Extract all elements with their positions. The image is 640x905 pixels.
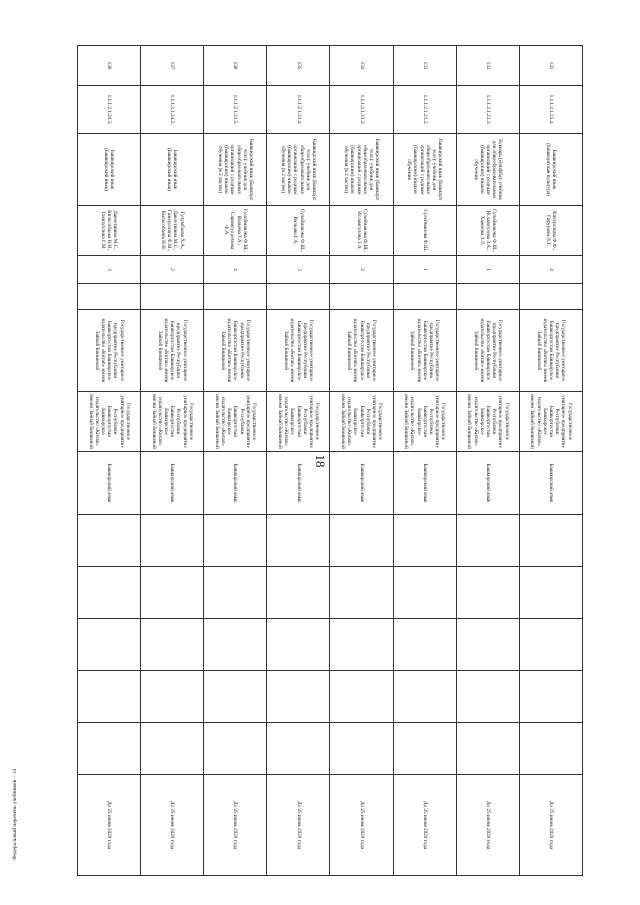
- row-empty: [267, 284, 330, 310]
- row-authors: Давлетшина М.С., Кильсобаева Н.Н., Газизуллина Г.М.: [78, 206, 141, 256]
- row-empty: [456, 284, 519, 310]
- row-code: 1.1.1.2.1.24.3.: [78, 86, 141, 134]
- row-code: 1.1.1.2.1.23.4.: [519, 86, 582, 134]
- table-row: [330, 46, 393, 876]
- row-language: Башкирский язык: [78, 452, 141, 515]
- row-empty: [519, 515, 582, 567]
- row-code: 1.1.1.2.1.23.2.: [393, 86, 456, 134]
- row-publisher: Государственное унитарное предприятие Республики Башкортостан Башкирское издательство «Китап» имени Зайнаб Биишевой: [456, 310, 519, 392]
- row-empty: [78, 567, 141, 619]
- row-empty: [204, 567, 267, 619]
- row-publisher-alt: Государственное унитарное предприятие Республики Башкортостан Башкирское издательство «Китап» имени Зайнаб Биишевой: [519, 392, 582, 452]
- row-title: Башкирский язык (Башкирский язык): [78, 134, 141, 206]
- row-publisher: Государственное унитарное предприятие Республики Башкортостан Башкирское издательство «Китап» имени Зайнаб Биишевой: [78, 310, 141, 392]
- row-empty: [267, 671, 330, 723]
- row-empty: [204, 723, 267, 775]
- row-publisher-alt: Государственное унитарное предприятие Республики Башкортостан Башкирское издательство «Китап» имени Зайнаб Биишевой: [456, 392, 519, 452]
- row-empty: [141, 567, 204, 619]
- row-empty: [393, 619, 456, 671]
- row-empty: [330, 515, 393, 567]
- row-language: Башкирский язык: [330, 452, 393, 515]
- row-publisher-alt: Государственное унитарное предприятие Республики Башкортостан Башкирское издательство «Китап» имени Зайнаб Биишевой: [267, 392, 330, 452]
- row-empty: [267, 567, 330, 619]
- row-code: 1.1.1.2.1.23.3.: [456, 86, 519, 134]
- row-empty: [204, 515, 267, 567]
- row-empty: [78, 671, 141, 723]
- row-publisher-alt: Государственное унитарное предприятие Республики Башкортостан Башкирское издательство «Китап» имени Зайнаб Биишевой: [393, 392, 456, 452]
- table-row: [204, 46, 267, 876]
- row-number: 136: [204, 46, 267, 86]
- row-grade: 4: [204, 256, 267, 284]
- table-row: [519, 46, 582, 876]
- row-language: Башкирский язык: [519, 452, 582, 515]
- row-authors: Сулейманова Ф.Ш.: [393, 206, 456, 256]
- rotated-table-frame: [78, 45, 583, 850]
- row-grade: 1: [393, 256, 456, 284]
- row-empty: [330, 671, 393, 723]
- row-grade: 4: [519, 256, 582, 284]
- page-number: 18: [313, 454, 328, 468]
- row-publisher-alt: Государственное унитарное предприятие Республики Башкортостан Башкирское издательство «Китап» имени Зайнаб Биишевой: [141, 392, 204, 452]
- row-number: 137: [141, 46, 204, 86]
- row-deadline: До 25 июня 2020 года: [330, 775, 393, 876]
- row-number: 133: [393, 46, 456, 86]
- row-empty: [393, 515, 456, 567]
- row-empty: [330, 619, 393, 671]
- row-number: 132: [456, 46, 519, 86]
- row-empty: [141, 723, 204, 775]
- row-empty: [519, 619, 582, 671]
- row-empty: [456, 567, 519, 619]
- row-empty: [204, 671, 267, 723]
- row-publisher-alt: Государственное унитарное предприятие Республики Башкортостан Башкирское издательство «Китап» имени Зайнаб Биишевой: [204, 392, 267, 452]
- row-empty: [267, 619, 330, 671]
- row-empty: [330, 284, 393, 310]
- row-grade: 3: [267, 256, 330, 284]
- row-empty: [141, 619, 204, 671]
- row-title: Башкирский язык (Башкорт теле): учебник для общеобразовательных организаций с родным (башкирским) языком обучения (в 2 частях): [330, 134, 393, 206]
- row-language: Башкирский язык: [267, 452, 330, 515]
- row-empty: [141, 284, 204, 310]
- row-code: 1.1.1.2.1.23.3.: [330, 86, 393, 134]
- row-deadline: До 25 июня 2020 года: [267, 775, 330, 876]
- row-publisher: Государственное унитарное предприятие Республики Башкортостан Башкирское издательство «Китап» имени Зайнаб Биишевой: [519, 310, 582, 392]
- row-number: 134: [330, 46, 393, 86]
- table-row: [78, 46, 141, 876]
- row-empty: [78, 515, 141, 567]
- row-publisher: Государственное унитарное предприятие Республики Башкортостан Башкирское издательство «Китап» имени Зайнаб Биишевой: [141, 310, 204, 392]
- row-empty: [456, 671, 519, 723]
- row-code: 1.1.1.2.1.24.2.: [141, 86, 204, 134]
- row-authors: Гулумбаева Х.А., Давлетшина М.С., Газизуллина Ф.М., Кильсобаева Н.Н.: [141, 206, 204, 256]
- row-number: 131: [519, 46, 582, 86]
- row-deadline: До 25 июня 2020 года: [141, 775, 204, 876]
- row-language: Башкирский язык: [141, 452, 204, 515]
- row-title: Башкирский язык (Башкорт теле): учебник для общеобразовательных организаций с родным (башкирским) языком обучения (в 2 частях): [267, 134, 330, 206]
- table-row: [456, 46, 519, 876]
- row-empty: [78, 723, 141, 775]
- row-empty: [393, 671, 456, 723]
- row-empty: [519, 284, 582, 310]
- row-title: Башкирский язык (Башкорт теле): учебник для общеобразовательных организаций с родным (башкирским) языком обучения (в 2 частях): [204, 134, 267, 206]
- row-empty: [393, 723, 456, 775]
- table-row: [141, 46, 204, 876]
- row-code: 1.1.1.2.1.23.4.: [267, 86, 330, 134]
- row-deadline: До 25 июня 2020 года: [204, 775, 267, 876]
- row-publisher-alt: Государственное унитарное предприятие Республики Башкортостан Башкирское издательство «Китап» имени Зайнаб Биишевой: [78, 392, 141, 452]
- row-title: Башкирский язык (Башкортская культура): [519, 134, 582, 206]
- row-grade: 2: [330, 256, 393, 284]
- row-empty: [330, 723, 393, 775]
- row-title: Башкирский язык (Башкирский язык): [141, 134, 204, 206]
- row-empty: [519, 671, 582, 723]
- row-number: 135: [267, 46, 330, 86]
- row-publisher: Государственное унитарное предприятие Республики Башкортостан Башкирское издательство «Китап» имени Зайнаб Биишевой: [393, 310, 456, 392]
- row-grade: 2: [141, 256, 204, 284]
- row-authors: Сулейманова Ф.Ш., Валиева Г.А., Саримгулдемова Ф.А.: [204, 206, 267, 256]
- row-title: Букварь (Әлифба): учебник для общеобразовательных организаций с родным (башкирским) языком обучения: [456, 134, 519, 206]
- row-empty: [456, 619, 519, 671]
- row-authors: Сулейманова Ф.Ш., Валиева Г.А.: [267, 206, 330, 256]
- row-empty: [204, 619, 267, 671]
- row-empty: [267, 515, 330, 567]
- row-empty: [393, 567, 456, 619]
- row-grade: 3: [78, 256, 141, 284]
- row-empty: [393, 284, 456, 310]
- row-language: Башкирский язык: [456, 452, 519, 515]
- row-publisher-alt: Государственное унитарное предприятие Республики Башкортостан Башкирское издательство «Китап» имени Зайнаб Биишевой: [330, 392, 393, 452]
- row-empty: [330, 567, 393, 619]
- row-language: Башкирский язык: [393, 452, 456, 515]
- row-empty: [78, 619, 141, 671]
- row-publisher: Государственное унитарное предприятие Республики Башкортостан Башкирское издательство «Китап» имени Зайнаб Биишевой: [330, 310, 393, 392]
- row-grade: 1: [456, 256, 519, 284]
- row-empty: [456, 515, 519, 567]
- row-number: 138: [78, 46, 141, 86]
- row-empty: [141, 671, 204, 723]
- row-empty: [204, 284, 267, 310]
- row-deadline: До 25 июня 2020 года: [456, 775, 519, 876]
- row-language: Башкирский язык: [204, 452, 267, 515]
- footer-note: Федеральный перечень учебников – 14: [12, 768, 18, 860]
- row-authors: Сулейманова Ф.Ш., Исламгулова З.А.: [330, 206, 393, 256]
- row-deadline: До 25 июня 2020 года: [519, 775, 582, 876]
- row-deadline: До 25 июня 2020 года: [78, 775, 141, 876]
- row-authors: Фатхуллина Ф.Ф., Гафурова Л.Т.: [519, 206, 582, 256]
- row-publisher: Государственное унитарное предприятие Республики Башкортостан Башкирское издательство «Китап» имени Зайнаб Биишевой: [267, 310, 330, 392]
- table-row: [267, 46, 330, 876]
- row-empty: [78, 284, 141, 310]
- table-row: [393, 46, 456, 876]
- row-authors: Сулейманова Ф.Ш., Исламгулова З.А., Хажиева З.Л.: [456, 206, 519, 256]
- row-empty: [141, 515, 204, 567]
- row-title: Башкирский язык (Башкорт теле): учебник для общеобразовательных организаций с родным (башкирским) языком обучения: [393, 134, 456, 206]
- row-empty: [519, 723, 582, 775]
- row-code: 1.1.1.2.1.23.5.: [204, 86, 267, 134]
- row-empty: [519, 567, 582, 619]
- row-deadline: До 25 июня 2020 года: [393, 775, 456, 876]
- textbook-table: [77, 45, 583, 876]
- row-publisher: Государственное унитарное предприятие Республики Башкортостан Башкирское издательство «Китап» имени Зайнаб Биишевой: [204, 310, 267, 392]
- row-empty: [456, 723, 519, 775]
- row-empty: [267, 723, 330, 775]
